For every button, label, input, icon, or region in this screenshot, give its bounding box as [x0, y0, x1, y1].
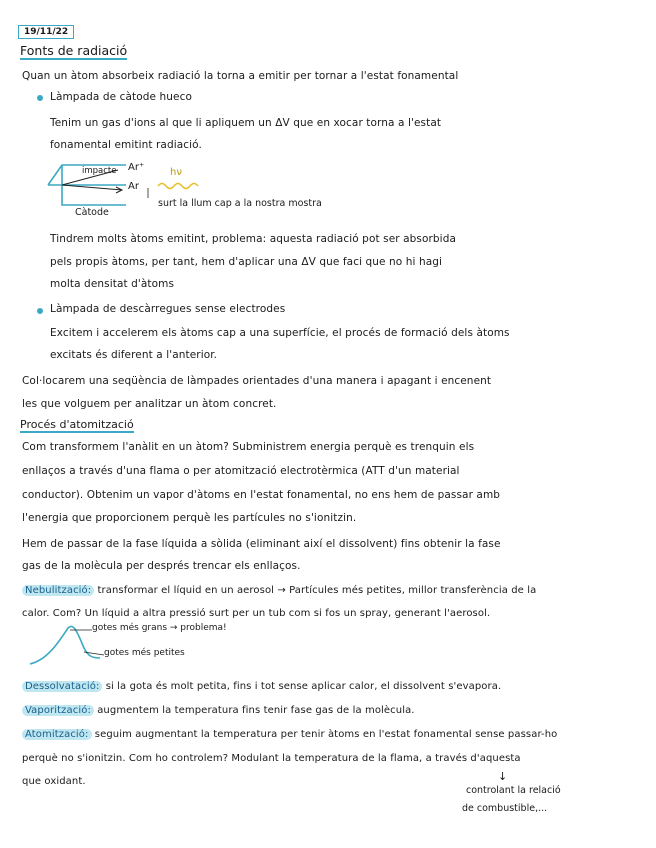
- paragraph-line: Quan un àtom absorbeix radiació la torna a emitir per tornar a l'estat fonamental: [22, 70, 459, 82]
- paragraph-line: Tindrem molts àtoms emitint, problema: aquesta radiació pot ser absorbida: [50, 233, 457, 245]
- note-line: de combustible,...: [462, 803, 548, 814]
- argon-label: Ar: [128, 181, 139, 192]
- paragraph-line: excitats és diferent a l'anterior.: [50, 349, 218, 361]
- paragraph-line: enllaços a través d'una flama o per atomització electrotèrmica (ATT d'un material: [22, 465, 460, 477]
- light-exit-label: surt la llum cap a la nostra mostra: [158, 198, 322, 209]
- paragraph-line: Tenim un gas d'ions al que li apliquem un ΔV que en xocar torna a l'estat: [50, 117, 442, 129]
- paragraph-line: calor. Com? Un líquid a altra pressió surt per un tub com si fos un spray, generant l'aerosol.: [22, 608, 491, 619]
- cathode-label: Càtode: [75, 207, 109, 218]
- paragraph-line: les que volguem per analitzar un àtom concret.: [22, 398, 277, 410]
- desolvation-label: Dessolvatació:: [22, 681, 102, 692]
- date-label: 19/11/22: [18, 25, 74, 39]
- paragraph-line: Com transformem l'anàlit en un àtom? Subministrem energia perquè es trenquin els: [22, 441, 475, 453]
- paragraph-line: fonamental emitint radiació.: [50, 139, 202, 151]
- section-title-atomization: Procés d'atomització: [20, 418, 134, 431]
- argon-ion-label: Ar⁺: [128, 162, 145, 173]
- desolvation-line: [22, 681, 501, 692]
- atomization-line: [22, 729, 557, 740]
- paragraph-line: Hem de passar de la fase líquida a sòlida (eliminant així el dissolvent) fins obtenir la fase: [22, 538, 501, 550]
- paragraph-line: Excitem i accelerem els àtoms cap a una superfície, el procés de formació dels àtoms: [50, 327, 510, 339]
- paragraph-line: conductor). Obtenim un vapor d'àtoms en l'estat fonamental, no ens hem de passar amb: [22, 489, 501, 501]
- atomization-label: Atomització:: [22, 729, 92, 740]
- photon-label: hν: [170, 167, 182, 178]
- note-line: controlant la relació: [466, 785, 561, 796]
- paragraph-line: gas de la molècula per després trencar els enllaços.: [22, 560, 301, 572]
- bullet-heading-hollow-cathode: Làmpada de càtode hueco: [50, 91, 192, 103]
- down-arrow-icon: ↓: [498, 770, 508, 783]
- desolvation-text: si la gota és molt petita, fins i tot sense aplicar calor, el dissolvent s'evapora.: [102, 681, 502, 692]
- vaporization-text: augmentem la temperatura fins tenir fase gas de la molècula.: [93, 705, 415, 716]
- vaporization-line: [22, 705, 415, 716]
- bullet-heading-electrodeless: Làmpada de descàrregues sense electrodes: [50, 303, 286, 315]
- paragraph-line: pels propis àtoms, per tant, hem d'aplicar una ΔV que faci que no hi hagi: [50, 256, 443, 268]
- nebulization-text: transformar el líquid en un aerosol → Partícules més petites, millor transferència de la: [94, 585, 537, 596]
- impact-label: impacte: [82, 166, 117, 176]
- paragraph-line: que oxidant.: [22, 776, 86, 787]
- atomization-text: seguim augmentant la temperatura per tenir àtoms en l'estat fonamental sense passar-ho: [91, 729, 558, 740]
- small-drops-label: gotes més petites: [104, 648, 185, 658]
- section-title-radiation-sources: Fonts de radiació: [20, 43, 128, 58]
- paragraph-line: l'energia que proporcionem perquè les partícules no s'ionitzin.: [22, 512, 357, 524]
- vaporization-label: Vaporització:: [22, 705, 94, 716]
- nebulization-label: Nebulització:: [22, 585, 94, 596]
- paragraph-line: perquè no s'ionitzin. Com ho controlem? Modulant la temperatura de la flama, a través d'aquesta: [22, 753, 521, 764]
- big-drops-label: gotes més grans → problema!: [92, 623, 227, 633]
- paragraph-line: molta densitat d'àtoms: [50, 278, 175, 290]
- paragraph-line: Col·locarem una seqüència de làmpades orientades d'una manera i apagant i encenent: [22, 375, 492, 387]
